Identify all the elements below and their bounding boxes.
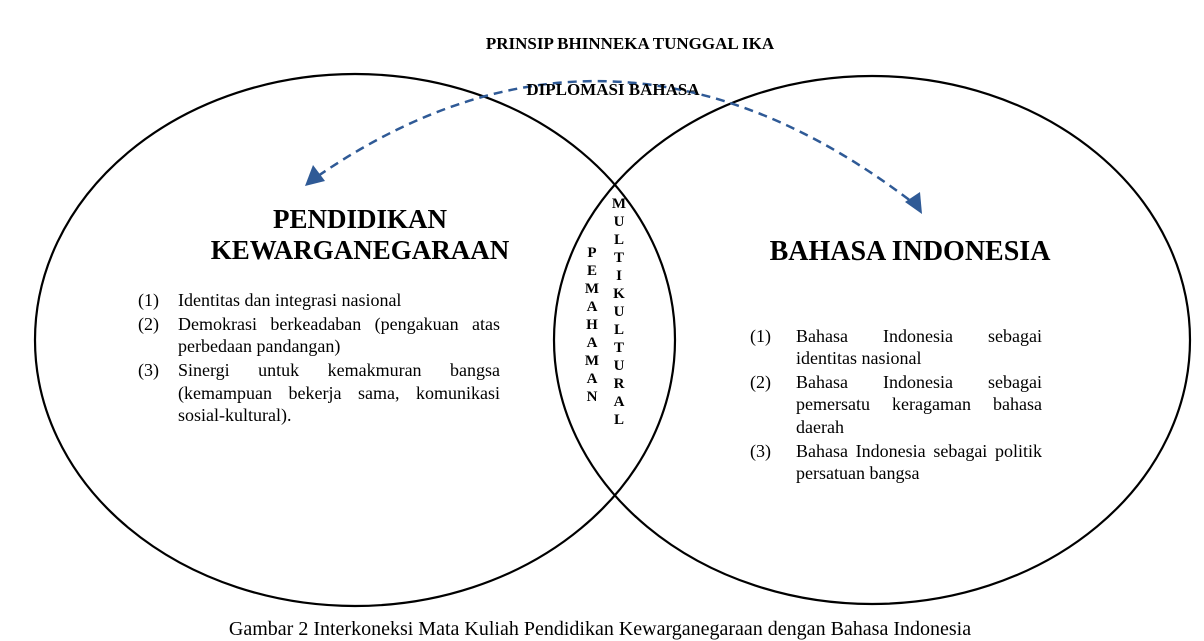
vertical-letter: K xyxy=(613,286,625,302)
right-circle-title: BAHASA INDONESIA xyxy=(769,236,1051,267)
left-list-item xyxy=(138,359,500,425)
item-number: (1) xyxy=(750,326,771,346)
vertical-letter: P xyxy=(587,245,597,261)
right-list-item xyxy=(750,371,1042,437)
vertical-letter: U xyxy=(613,304,625,320)
diplomacy-heading: DIPLOMASI BAHASA xyxy=(526,80,700,99)
vertical-letter: R xyxy=(613,376,625,392)
vertical-letter: L xyxy=(613,412,624,428)
vertical-letter: A xyxy=(613,394,625,410)
vertical-letter: A xyxy=(586,371,598,387)
left-title-line1: PENDIDIKAN xyxy=(272,204,447,234)
right-circle-list xyxy=(750,325,1042,486)
item-number: (3) xyxy=(750,440,771,461)
vertical-letter: E xyxy=(586,263,597,279)
left-list-item xyxy=(138,313,500,357)
left-circle-title xyxy=(150,204,570,266)
right-list-item xyxy=(750,440,1042,484)
item-text: Sinergi untuk kemakmuran bangsa (kemampuan bekerja sama, komunikasi sosial-kultural). xyxy=(178,360,500,425)
figure-caption: Gambar 2 Interkoneksi Mata Kuliah Pendidikan Kewarganegaraan dengan Bahasa Indonesia xyxy=(228,618,972,640)
vertical-letter: L xyxy=(613,322,624,338)
right-list-item xyxy=(750,325,1042,369)
vertical-letter: A xyxy=(586,299,598,315)
item-text: Bahasa Indonesia sebagai politik persatuan bangsa xyxy=(796,440,1042,483)
multikultural-vertical xyxy=(607,195,631,429)
item-number: (2) xyxy=(138,314,159,335)
item-number: (2) xyxy=(750,372,771,393)
vertical-letter: M xyxy=(584,281,600,297)
vertical-letter: H xyxy=(586,317,598,333)
left-circle-list xyxy=(138,289,500,428)
item-number: (1) xyxy=(138,290,159,310)
vertical-letter: A xyxy=(586,335,598,351)
vertical-letter: U xyxy=(613,358,625,374)
left-title-line2: KEWARGANEGARAAN xyxy=(210,235,510,266)
vertical-letter: N xyxy=(586,389,598,405)
vertical-letter: M xyxy=(611,196,627,212)
vertical-letter: U xyxy=(613,214,625,230)
arrowhead-left xyxy=(305,165,325,186)
left-list-item xyxy=(138,289,500,311)
item-text: Bahasa Indonesia sebagai identitas nasional xyxy=(796,326,1042,369)
item-text: Identitas dan integrasi nasional xyxy=(178,290,402,310)
vertical-letter: T xyxy=(613,340,624,356)
item-text: Demokrasi berkeadaban (pengakuan atas perbedaan pandangan) xyxy=(178,314,500,357)
pemahaman-vertical xyxy=(580,244,604,406)
arrowhead-right xyxy=(905,192,922,214)
vertical-letter: I xyxy=(616,268,622,284)
item-number: (3) xyxy=(138,360,159,381)
vertical-letter: T xyxy=(613,250,624,266)
vertical-letter: L xyxy=(613,232,624,248)
vertical-letter: M xyxy=(584,353,600,369)
item-text: Bahasa Indonesia sebagai pemersatu keragaman bahasa daerah xyxy=(796,372,1042,437)
principle-heading: PRINSIP BHINNEKA TUNGGAL IKA xyxy=(485,34,775,53)
